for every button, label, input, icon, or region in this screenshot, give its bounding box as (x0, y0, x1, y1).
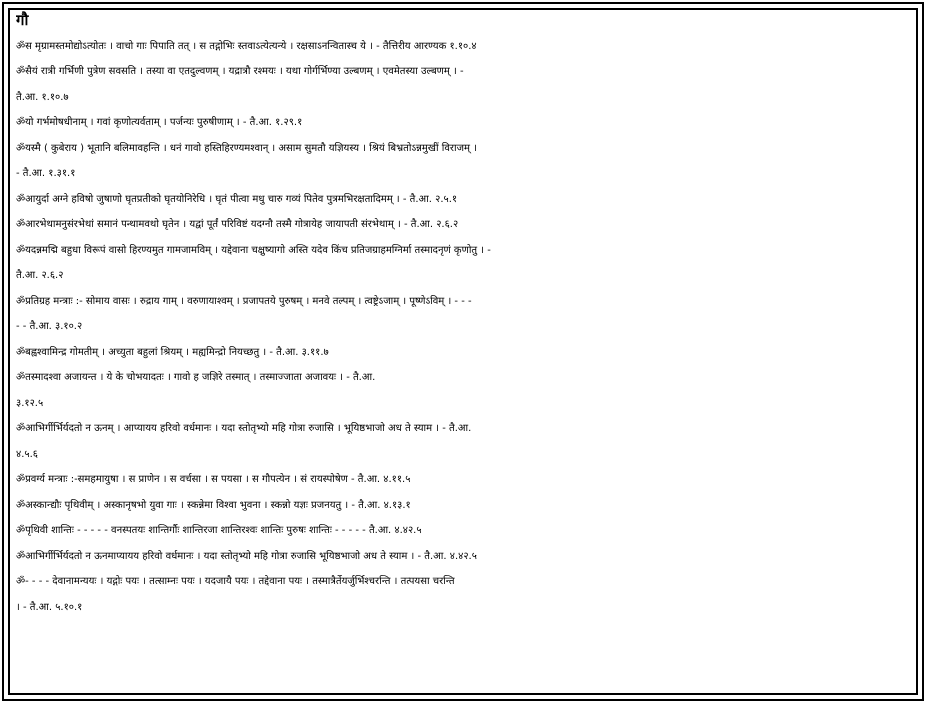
verse-line: ॐप्रतिग्रह मन्त्राः :- सोमाय वासः । रुद्राय गाम् । वरुणायाश्वम् । प्रजापतये पुरुषम् । मनवे तल्पम् । त्वष्ट्रेऽजाम् । पूष्णेऽविम् । - - - (16, 295, 472, 307)
verse-line: । - तै.आ. ५.१०.१ (16, 601, 83, 613)
verse-line: ॐप्रवर्ग्य मन्त्राः :-समहमायुषा । स प्राणेन । स वर्चसा । स पयसा । स गौपत्येन । सं रायस्पोषेण - तै.आ. ४.११.५ (16, 474, 411, 485)
verse-line: ३.१२.५ (16, 397, 44, 409)
verse-line: - - तै.आ. ३.१०.२ (16, 321, 83, 332)
verse-line: ॐस मृग्रामस्तमोद्योऽत्योतः । वाचो गाः पिपाति तत् । स तद्गोभिः स्तवाऽत्येत्यन्ये । रक्षसाऽनन्वितास्च ये । - तैत्तिरीय आरण्यक १.१०.४ (16, 40, 477, 52)
document-body (16, 8, 910, 620)
verse-line: तै.आ. १.१०.७ (16, 91, 69, 103)
verse-line: ॐसैयं रात्री गर्भिणी पुत्रेण सवसति । तस्या वा एतदुल्वणम् । यद्रात्रौ रश्मयः । यथा गोर्गर्भिण्या उल्बणम् । एवमेतस्या उल्बणम् । - (16, 66, 464, 77)
verse-line: ॐयस्मै ( कुबेराय ) भूतानि बलिमावहन्ति । धनं गावो हस्तिहिरण्यमश्वान् । असाम सुमतौ यज्ञियस्य । श्रियं बिभ्रतोऽन्नमुखीं विराजम् । (16, 142, 477, 154)
verse-line: ॐपृथिवी शान्तिः - - - - - वनस्पतयः शान्तिर्गौः शान्तिरजा शान्तिरश्वः शान्तिः पुरुषः शान्तिः - - - - - तै.आ. ४.४२.५ (16, 525, 422, 536)
verse-line: ॐअस्कान्द्यौः पृथिवीम् । अस्कानृषभो युवा गाः । स्कन्नेमा विश्वा भुवना । स्कन्नो यज्ञः प्रजनयतु । - तै.आ. ४.१३.१ (16, 499, 411, 511)
verse-line: ॐयो गर्भमोषधीनाम् । गवां कृणोत्यर्वताम् । पर्जन्यः पुरुषीणाम् । - तै.आ. १.२९.१ (16, 117, 303, 128)
verse-line: ॐआभिर्गीर्भिर्यदतो न ऊनमाप्यायय हरिवो वर्धमानः । यदा स्तोतृभ्यो महि गोत्रा रुजासि भूयिष्ठभाजो अध ते स्याम । - तै.आ. ४.४२.५ (16, 550, 477, 562)
verse-list (16, 34, 910, 621)
verse-line: ॐ- - - - देवानामन्ययः । यद्गोः पयः । तत्साम्नः पयः । यदजायै पयः । तद्देवाना पयः । तस्मात्रैर्तेयर्जुर्भिश्चरन्ति । तत्पयसा चरन्ति (16, 576, 455, 587)
verse-line: - तै.आ. १.३१.१ (16, 168, 76, 179)
verse-line: ४.५.६ (16, 448, 38, 460)
verse-line: तै.आ. २.६.२ (16, 270, 64, 281)
verse-line: ॐआयुर्दा अग्ने हविषो जुषाणो घृतप्रतीको घृतयोनिरेधि । घृतं पीत्वा मधु चारु गव्यं पितेव पुत्रमभिरक्षतादिमम् । - तै.आ. २.५.१ (16, 193, 458, 205)
verse-line: ॐआभिर्गीर्भिर्यदतो न ऊनम् । आप्यायय हरिवो वर्धमानः । यदा स्तोतृभ्यो महि गोत्रा रुजासि । भूयिष्ठभाजो अध ते स्याम । - तै.आ. (16, 423, 472, 434)
verse-line: ॐबह्वश्वामिन्द्र गोमतीम् । अच्युता बहुलां श्रियम् । मह्यमिन्द्रो नियच्छतु । - तै.आ. ३.११.७ (16, 346, 329, 358)
verse-line: ॐआरभेथामनुसंरभेथां समानं पन्थामवथो घृतेन । यद्वां पूर्तं परिविष्टं यदग्नौ तस्मै गोत्रायेह जायापती संरभेथाम् । - तै.आ. २.६.२ (16, 219, 459, 230)
document-title: गौ (16, 11, 29, 29)
verse-line: ॐयदन्नमद्मि बहुधा विरूपं वासो हिरण्यमुत गामजामविम् । यद्देवाना चक्षुष्यागो अस्ति यदेव किंच प्रतिजग्राहमग्निर्मा तस्मादनृणं कृणोतु । - (16, 244, 491, 256)
verse-line: ॐतस्मादश्वा अजायन्त । ये के चोभयादतः । गावो ह जज्ञिरे तस्मात् । तस्माज्जाता अजावयः । - तै.आ. (16, 372, 376, 383)
